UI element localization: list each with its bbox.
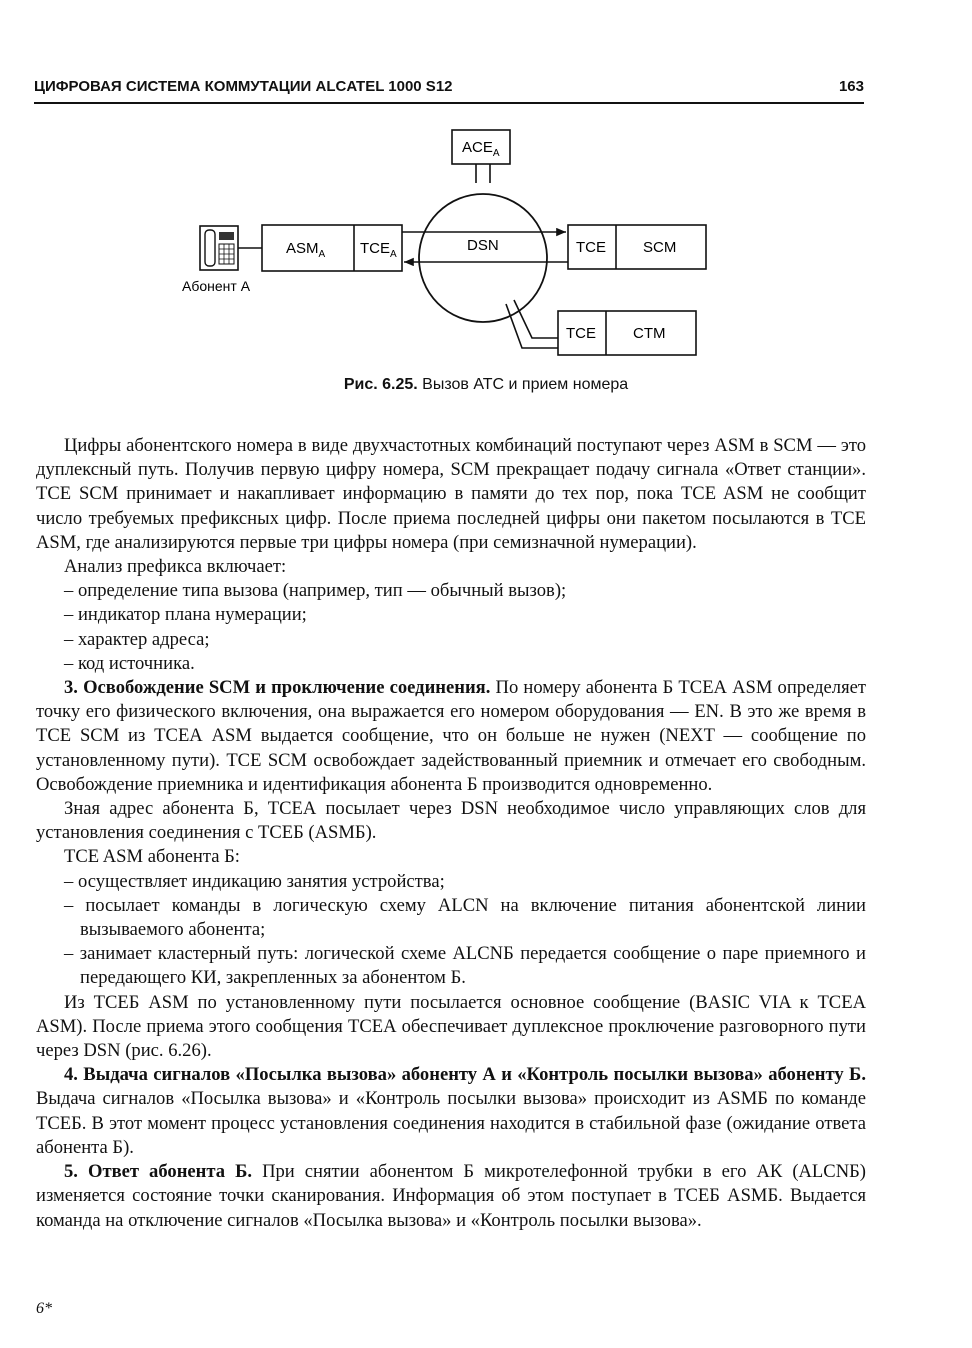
list-item: – посылает команды в логическую схему ALCN на включение питания абонентской линии вызываемого абонента; [36, 894, 866, 942]
header-title: ЦИФРОВАЯ СИСТЕМА КОММУТАЦИИ ALCATEL 1000 S12 [34, 78, 453, 95]
dsn-label: DSN [467, 237, 499, 254]
list-item: – характер адреса; [36, 628, 866, 652]
section-lead: 5. Ответ абонента Б. [64, 1161, 253, 1183]
call-diagram [0, 120, 972, 370]
asm-b-list [36, 870, 866, 991]
ctm-label: CTM [633, 325, 666, 342]
caption-number: Рис. 6.25. [343, 376, 418, 393]
paragraph: 4. Выдача сигналов «Посылка вызова» абоненту А и «Контроль посылки вызова» абоненту Б. Выдача сигналов «Посылка вызова» и «Контроль посылки вызова» происходит из ASMБ по команде TCEБ. В этот момент процесс установления соединения находится в стабильной фазе (ожидание ответа абонента Б). [36, 1064, 866, 1158]
paragraph: Анализ префикса включает: [64, 556, 287, 578]
list-item: – код источника. [36, 652, 866, 676]
scm-label: SCM [643, 239, 677, 256]
figure-6-25 [0, 120, 972, 370]
paragraph: Зная адрес абонента Б, TCEА посылает через DSN необходимое число управляющих слов для установления соединения с TCEБ (ASMБ). [36, 798, 866, 844]
list-item: – осуществляет индикацию занятия устройства; [36, 870, 866, 894]
subscriber-a-label: Абонент А [182, 278, 251, 294]
tce-scm-label: TCE [576, 239, 606, 256]
signature-mark: 6* [36, 1300, 52, 1317]
prefix-analysis-list [36, 579, 866, 676]
telephone-icon [200, 226, 238, 270]
asm-a-label: $ASM_A$ [286, 240, 326, 260]
ace-label: $ACE_A$ [462, 139, 500, 159]
running-header [34, 74, 864, 104]
list-item: – занимает кластерный путь: логической схеме ALCNБ передается сообщение о паре приемного и передающего КИ, закрепленных за абонентом Б. [36, 942, 866, 990]
list-item: – определение типа вызова (например, тип — обычный вызов); [36, 579, 866, 603]
list-item: – индикатор плана нумерации; [36, 603, 866, 627]
paragraph: TCE ASM абонента Б: [64, 846, 240, 868]
page-number: 163 [838, 78, 864, 95]
paragraph: 3. Освобождение SCM и проключение соединения. По номеру абонента Б TCEА ASM определяет точку его физического включения, она выражается его номером оборудования — EN. В это же время в TCE SCM из TCEА ASM выдается сообщение, что он больше не нужен (NEXT — сообщение по установленному пути). TCE SCM освобождает задействованный приемник и отмечает его свободным. Освобождение приемника и идентификация абонента Б производится одновременно. [36, 677, 866, 795]
section-lead: 3. Освобождение SCM и проключение соединения. [64, 677, 491, 699]
paragraph: Из TCEБ ASM по установленному пути посылается основное сообщение (BASIC VIA к TCEА ASM). После приема этого сообщения TCEА обеспечивает дуплексное проключение разговорного пути через DSN (рис. 6.26). [36, 991, 866, 1062]
figure-caption [0, 376, 972, 394]
paragraph: 5. Ответ абонента Б. При снятии абонентом Б микротелефонной трубки в его АК (ALCNБ) изменяется состояние точки сканирования. Информация об этом поступает в TCEБ ASMБ. Выдается команда на отключение сигналов «Посылка вызова» и «Контроль посылки вызова». [36, 1161, 866, 1231]
tce-a-label: $TCE_A$ [360, 240, 397, 260]
paragraph: Цифры абонентского номера в виде двухчастотных комбинаций поступают через ASM в SCM — это дуплексный путь. Получив первую цифру номера, SCM прекращает подачу сигнала «Ответ станции». TCE SCM принимает и накапливает информацию в памяти до тех пор, пока TCE ASM не сообщит число требуемых префиксных цифр. После приема последней цифры они пакетом посылаются в TCE ASM, где анализируются первые три цифры номера (при семизначной нумерации). [36, 435, 866, 553]
caption-text: Вызов АТС и прием номера [422, 376, 629, 393]
body-text [36, 434, 866, 1233]
section-lead: 4. Выдача сигналов «Посылка вызова» абоненту А и «Контроль посылки вызова» абоненту Б. [64, 1064, 866, 1086]
tce-ctm-label: TCE [566, 325, 596, 342]
dsn-circle [419, 194, 547, 322]
